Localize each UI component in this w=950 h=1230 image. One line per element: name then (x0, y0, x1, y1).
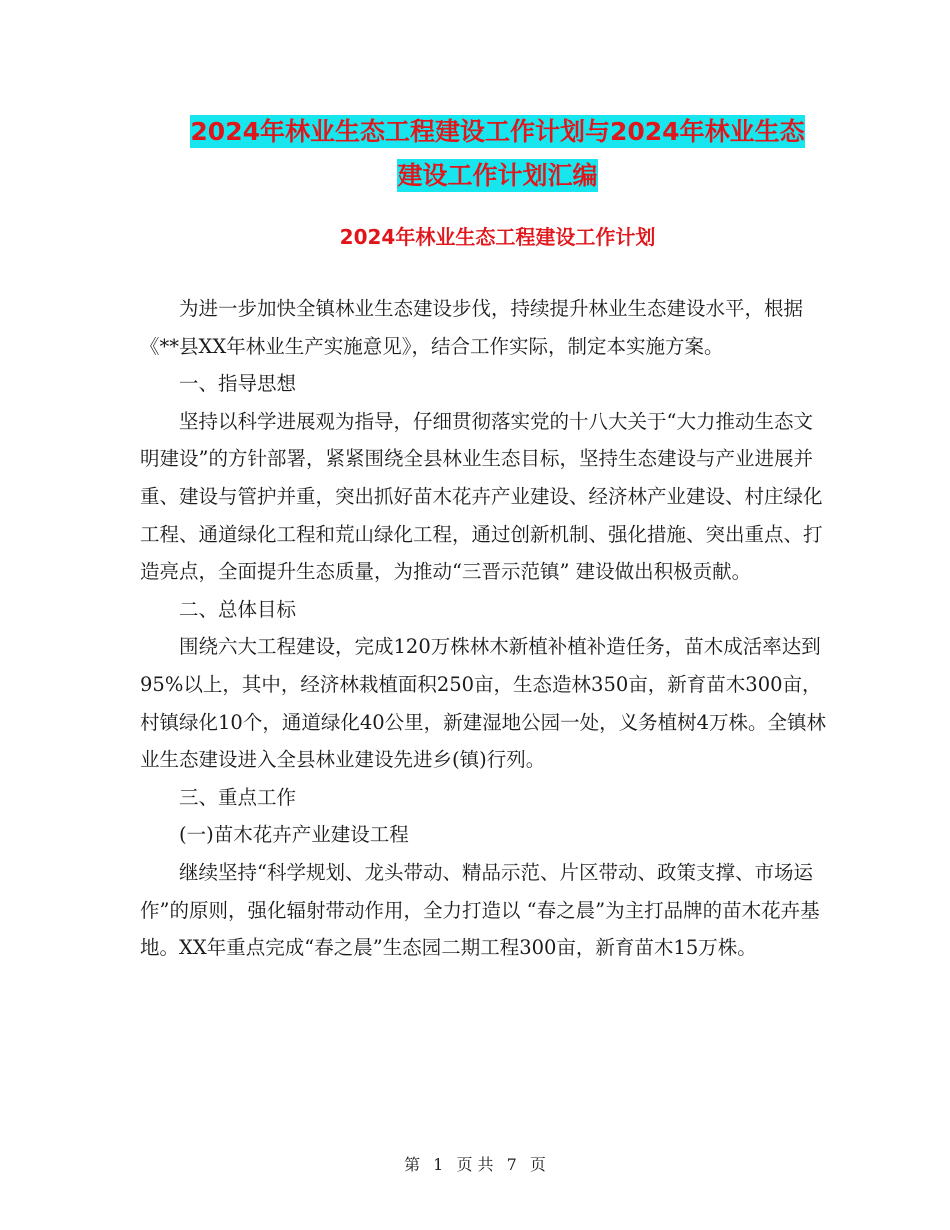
footer-suffix: 页 (529, 1155, 546, 1174)
footer-total-pages: 7 (506, 1155, 517, 1174)
document-body (140, 290, 830, 967)
heading-guiding-thought: 一、指导思想 (179, 372, 297, 396)
paragraph-overall-goal: 围绕六大工程建设，完成120万株林木新植补植补造任务，苗木成活率达到95%以上，其中，经济林栽植面积250亩，生态造林350亩，新育苗木300亩，村镇绿化10个，通道绿化40公里，新建湿地公园一处，义务植树4万株。全镇林业生态建设进入全县林业建设先进乡(镇)行列。 (140, 635, 827, 772)
page-footer (0, 1152, 950, 1175)
paragraph-intro: 为进一步加快全镇林业生态建设步伐，持续提升林业生态建设水平，根据《**县XX年林业生产实施意见》，结合工作实际，制定本实施方案。 (140, 297, 804, 358)
document-title (140, 110, 855, 198)
paragraph-guiding-thought: 坚持以科学进展观为指导，仔细贯彻落实党的十八大关于“大力推动生态文明建设”的方针部署，紧紧围绕全县林业生态目标，坚持生态建设与产业进展并重、建设与管护并重，突出抓好苗木花卉产业建设、经济林产业建设、村庄绿化工程、通道绿化工程和荒山绿化工程，通过创新机制、强化措施、突出重点、打造亮点，全面提升生态质量，为推动“三晋示范镇” 建设做出积极贡献。 (140, 409, 823, 584)
document-title-line2: 建设工作计划汇编 (397, 161, 598, 190)
heading-key-work: 三、重点工作 (179, 785, 297, 809)
footer-prefix: 第 (404, 1155, 421, 1174)
heading-nursery-project: (一)苗木花卉产业建设工程 (179, 823, 409, 847)
paragraph-nursery-project: 继续坚持“科学规划、龙头带动、精品示范、片区带动、政策支撑、市场运作”的原则，强化辐射带动作用，全力打造以 “春之晨”为主打品牌的苗木花卉基地。XX年重点完成“春之晨”生态园二期工程300亩，新育苗木15万株。 (140, 860, 820, 960)
footer-mid: 页 共 (456, 1155, 494, 1174)
footer-page-number: 1 (433, 1155, 444, 1174)
section-title: 2024年林业生态工程建设工作计划 (339, 225, 656, 249)
heading-overall-goal: 二、总体目标 (179, 597, 297, 621)
document-title-line1: 2024年林业生态工程建设工作计划与2024年林业生态 (190, 117, 805, 146)
